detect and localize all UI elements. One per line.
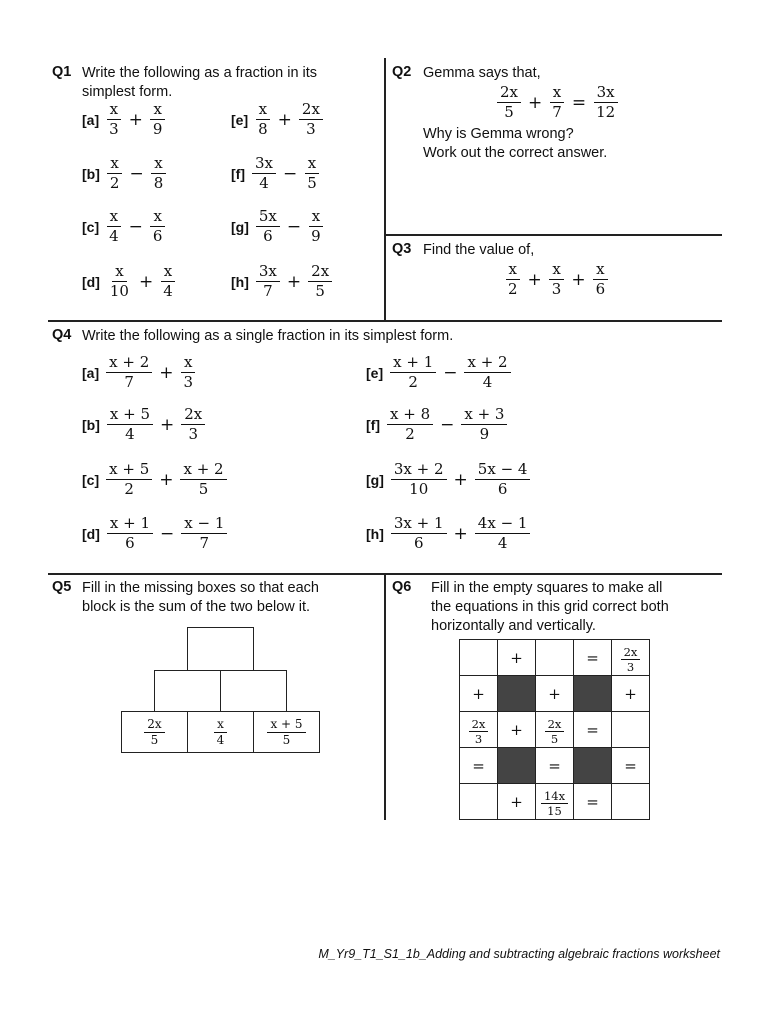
q4-item-5 xyxy=(366,406,509,443)
q4-fraction-b: $\frac{x - 1}{7}$ xyxy=(181,515,227,552)
grid-cell-operator: = xyxy=(574,640,612,676)
q1-part-label: [h] xyxy=(231,273,249,290)
q4-fraction-a: $\frac{3x + 1}{6}$ xyxy=(391,515,447,552)
divider-top-q4 xyxy=(48,320,722,322)
q1-operator: − xyxy=(129,163,144,184)
q1-part-label: [b] xyxy=(82,165,100,182)
divider-q5-q6 xyxy=(384,573,386,820)
q4-operator: − xyxy=(440,414,455,435)
q1-fraction-b: $\frac{x}{8}$ xyxy=(151,155,167,192)
q6-instruction xyxy=(431,579,669,636)
pyramid-middle-box-right[interactable] xyxy=(220,670,287,712)
q4-fraction-b: $\frac{4x - 1}{4}$ xyxy=(475,515,531,552)
q1-item-0 xyxy=(82,101,167,138)
q1-operator: + xyxy=(128,109,143,130)
grid-cell-blocked xyxy=(574,676,612,712)
q1-fraction-a: $\frac{3x}{4}$ xyxy=(252,155,276,192)
q1-fraction-b: $\frac{x}{5}$ xyxy=(304,155,320,192)
grid-row xyxy=(460,640,650,676)
grid-cell-empty[interactable] xyxy=(460,784,498,820)
grid-cell-operator: + xyxy=(536,676,574,712)
q4-fraction-b: $\frac{x + 2}{4}$ xyxy=(464,354,510,391)
grid-cell-operator: + xyxy=(498,712,536,748)
pyramid-bottom-fraction-3: $\frac{x + 5}{5}$ xyxy=(267,718,305,747)
q4-part-label: [a] xyxy=(82,364,100,381)
q1-part-label: [d] xyxy=(82,273,100,290)
q4-operator: + xyxy=(159,362,174,383)
q4-fraction-a: $\frac{x + 1}{2}$ xyxy=(390,354,436,391)
q1-fraction-b: $\frac{2x}{3}$ xyxy=(299,101,323,138)
grid-cell-blocked xyxy=(574,748,612,784)
q1-fraction-b: $\frac{x}{9}$ xyxy=(308,208,324,245)
q1-fraction-b: $\frac{x}{9}$ xyxy=(150,101,166,138)
q1-operator: + xyxy=(138,271,154,292)
q1-item-1 xyxy=(82,155,168,192)
q6-instruction-line-1: Fill in the empty squares to make all xyxy=(431,580,663,596)
divider-q2-q3 xyxy=(385,234,722,236)
q5-instruction-line-1: Fill in the missing boxes so that each xyxy=(82,580,319,596)
q4-operator: − xyxy=(443,362,458,383)
q4-item-0 xyxy=(82,354,198,391)
grid-cell-given xyxy=(460,712,498,748)
grid-cell-operator: + xyxy=(612,676,650,712)
q1-operator: − xyxy=(128,216,143,237)
q4-item-6 xyxy=(366,461,532,498)
q1-instruction-line-2: simplest form. xyxy=(82,84,173,100)
q1-fraction-a: $\frac{5x}{6}$ xyxy=(256,208,280,245)
q4-item-3 xyxy=(82,515,229,552)
grid-cell-operator: + xyxy=(498,640,536,676)
q3-expression xyxy=(503,261,610,298)
pyramid-bottom-box-2 xyxy=(187,711,254,753)
grid-cell-blocked xyxy=(498,748,536,784)
q4-fraction-a: $\frac{3x + 2}{10}$ xyxy=(391,461,447,498)
q4-item-4 xyxy=(366,354,513,391)
q4-part-label: [b] xyxy=(82,416,100,433)
q3-op-1: + xyxy=(527,269,542,290)
grid-cell-fraction: $\frac{14x}{15}$ xyxy=(541,790,568,817)
q1-fraction-a: $\frac{x}{4}$ xyxy=(106,208,122,245)
grid-row xyxy=(460,712,650,748)
grid-cell-given xyxy=(612,640,650,676)
q4-fraction-b: $\frac{5x - 4}{6}$ xyxy=(475,461,531,498)
q1-fraction-a: $\frac{x}{8}$ xyxy=(255,101,271,138)
q4-operator: + xyxy=(159,469,174,490)
grid-cell-empty[interactable] xyxy=(612,712,650,748)
grid-row xyxy=(460,748,650,784)
grid-row xyxy=(460,784,650,820)
q4-part-label: [h] xyxy=(366,525,384,542)
grid-cell-fraction: $\frac{2x}{3}$ xyxy=(621,646,641,673)
q4-operator: + xyxy=(453,469,468,490)
q1-instruction xyxy=(82,64,317,102)
q1-fraction-b: $\frac{x}{4}$ xyxy=(160,263,176,300)
q1-fraction-a: $\frac{x}{3}$ xyxy=(106,101,122,138)
q6-instruction-line-2: the equations in this grid correct both xyxy=(431,599,669,615)
q4-operator: − xyxy=(160,523,175,544)
pyramid-bottom-box-1 xyxy=(121,711,188,753)
grid-cell-operator: = xyxy=(612,748,650,784)
pyramid-bottom-fraction-2: $\frac{x}{4}$ xyxy=(214,718,228,747)
q1-part-label: [f] xyxy=(231,165,245,182)
q2-fraction-b: $\frac{x}{7}$ xyxy=(549,84,565,121)
q5-label: Q5 xyxy=(52,579,72,595)
q4-part-label: [c] xyxy=(82,471,100,488)
q1-operator: − xyxy=(286,216,302,237)
q4-fraction-b: $\frac{x + 3}{9}$ xyxy=(461,406,507,443)
q4-fraction-b: $\frac{x + 2}{5}$ xyxy=(180,461,226,498)
q3-fraction-b: $\frac{x}{3}$ xyxy=(549,261,565,298)
q1-fraction-a: $\frac{x}{10}$ xyxy=(109,262,129,300)
q1-fraction-a: $\frac{x}{2}$ xyxy=(107,155,123,192)
grid-cell-blocked xyxy=(498,676,536,712)
q1-fraction-b: $\frac{2x}{5}$ xyxy=(308,263,332,300)
q2-question-1: Why is Gemma wrong? xyxy=(423,126,574,142)
q1-item-6 xyxy=(231,208,326,245)
pyramid-bottom-fraction-1: $\frac{2x}{5}$ xyxy=(144,718,164,747)
q4-label: Q4 xyxy=(52,327,72,343)
q4-part-label: [e] xyxy=(366,364,384,381)
grid-cell-operator: = xyxy=(460,748,498,784)
grid-cell-given xyxy=(536,784,574,820)
q4-part-label: [d] xyxy=(82,525,100,542)
grid-row xyxy=(460,676,650,712)
q4-item-7 xyxy=(366,515,532,552)
grid-cell-operator: = xyxy=(574,784,612,820)
q4-item-1 xyxy=(82,406,207,443)
q1-operator: + xyxy=(286,271,302,292)
grid-cell-given xyxy=(536,712,574,748)
q5-instruction xyxy=(82,579,319,617)
q3-instruction: Find the value of, xyxy=(423,242,535,258)
pyramid-bottom-box-3 xyxy=(253,711,320,753)
q2-questions xyxy=(423,125,607,163)
q2-op: + xyxy=(528,92,543,113)
q1-operator: + xyxy=(277,109,292,130)
q1-fraction-a: $\frac{3x}{7}$ xyxy=(256,263,280,300)
grid-cell-empty[interactable] xyxy=(612,784,650,820)
q3-label: Q3 xyxy=(392,241,412,257)
q4-fraction-a: $\frac{x + 1}{6}$ xyxy=(107,515,153,552)
footer-filename: M_Yr9_T1_S1_1b_Adding and subtracting algebraic fractions worksheet xyxy=(318,947,720,961)
q2-instruction: Gemma says that, xyxy=(423,65,541,81)
q4-part-label: [f] xyxy=(366,416,380,433)
q4-operator: + xyxy=(453,523,468,544)
q4-item-2 xyxy=(82,461,229,498)
q2-fraction-c: $\frac{3x}{12}$ xyxy=(593,84,618,121)
q6-label: Q6 xyxy=(392,579,412,595)
grid-cell-operator: = xyxy=(574,712,612,748)
q2-equals: = xyxy=(571,92,587,113)
q2-equation xyxy=(495,84,620,121)
grid-cell-operator: + xyxy=(498,784,536,820)
q4-fraction-a: $\frac{x + 8}{2}$ xyxy=(387,406,433,443)
q4-fraction-b: $\frac{x}{3}$ xyxy=(180,354,196,391)
grid-cell-empty[interactable] xyxy=(460,640,498,676)
q1-part-label: [g] xyxy=(231,218,249,235)
q1-item-3 xyxy=(82,263,178,300)
q4-fraction-a: $\frac{x + 5}{4}$ xyxy=(107,406,153,443)
q6-instruction-line-3: horizontally and vertically. xyxy=(431,618,596,634)
grid-cell-operator: = xyxy=(536,748,574,784)
q5-instruction-line-2: block is the sum of the two below it. xyxy=(82,599,311,615)
divider-q1-q2 xyxy=(384,58,386,321)
q2-label: Q2 xyxy=(392,64,412,80)
q4-part-label: [g] xyxy=(366,471,384,488)
q1-item-2 xyxy=(82,208,167,245)
q1-operator: − xyxy=(283,163,298,184)
q3-fraction-a: $\frac{x}{2}$ xyxy=(505,261,521,298)
q4-fraction-b: $\frac{2x}{3}$ xyxy=(181,406,205,443)
q4-fraction-a: $\frac{x + 5}{2}$ xyxy=(106,461,152,498)
q4-instruction: Write the following as a single fraction in its simplest form. xyxy=(82,328,454,344)
grid-cell-empty[interactable] xyxy=(536,640,574,676)
q1-label: Q1 xyxy=(52,64,72,80)
q1-item-5 xyxy=(231,155,322,192)
q2-question-2: Work out the correct answer. xyxy=(423,145,608,161)
q4-operator: + xyxy=(160,414,175,435)
q1-item-4 xyxy=(231,101,325,138)
pyramid-middle-box-left[interactable] xyxy=(154,670,221,712)
grid-cell-fraction: $\frac{2x}{5}$ xyxy=(545,718,565,745)
pyramid-top-box[interactable] xyxy=(187,627,254,671)
q1-part-label: [c] xyxy=(82,218,100,235)
q1-item-7 xyxy=(231,263,334,300)
q3-op-2: + xyxy=(571,269,586,290)
q6-grid xyxy=(459,639,650,820)
q4-fraction-a: $\frac{x + 2}{7}$ xyxy=(106,354,152,391)
q3-fraction-c: $\frac{x}{6}$ xyxy=(593,261,609,298)
grid-cell-operator: + xyxy=(460,676,498,712)
q1-part-label: [e] xyxy=(231,111,249,128)
q2-fraction-a: $\frac{2x}{5}$ xyxy=(497,84,521,121)
q1-fraction-b: $\frac{x}{6}$ xyxy=(150,208,166,245)
q1-part-label: [a] xyxy=(82,111,100,128)
grid-cell-fraction: $\frac{2x}{3}$ xyxy=(469,718,489,745)
q1-instruction-line-1: Write the following as a fraction in its xyxy=(82,65,318,81)
